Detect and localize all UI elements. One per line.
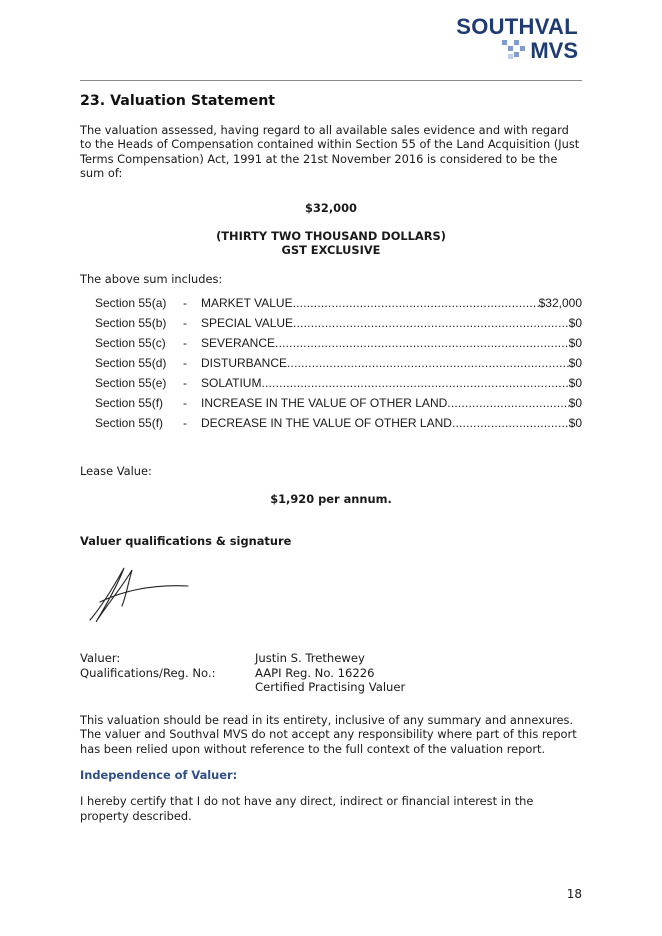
compensation-row [80,356,582,376]
compensation-row [80,296,582,316]
valuer-label: Valuer: [80,651,121,666]
logo-dots-icon [502,40,526,60]
section-value: $0 [568,316,582,331]
valuer-row [80,651,582,665]
section-heading-name: MARKET VALUE [201,296,293,311]
section-value: $0 [568,336,582,351]
lease-value: $1,920 per annum. [270,491,392,506]
valuer-signature-image [80,562,200,628]
amount-in-words: (THIRTY TWO THOUSAND DOLLARS) [216,229,446,244]
section-heading-name: INCREASE IN THE VALUE OF OTHER LAND [201,396,448,411]
valuation-amount: $32,000 [305,200,357,215]
page-content [80,93,582,823]
logo-line1 [456,14,578,40]
section-code: Section 55(d) [95,356,167,371]
valuer-name: Justin S. Trethewey [255,651,365,666]
section-code: Section 55(b) [95,316,167,331]
section-dash: - [183,316,187,331]
certification-row [80,680,582,694]
section-heading-name: SEVERANCE [201,336,276,351]
header-rule [80,80,582,81]
section-heading-name: SPECIAL VALUE [201,316,294,331]
section-value: $0 [568,416,582,431]
dot-leader [287,356,569,370]
section-heading: 23. Valuation Statement [80,93,276,109]
independence-paragraph: I hereby certify that I do not have any direct, indirect or financial interest in the property described. [80,794,534,823]
page-number: 18 [566,887,582,901]
section-value: $32,000 [538,296,582,311]
registration-number: AAPI Reg. No. 16226 [255,665,375,680]
section-value: $0 [568,356,582,371]
section-heading-name: SOLATIUM [201,376,262,391]
includes-label: The above sum includes: [80,271,223,286]
section-dash: - [183,376,187,391]
valuer-details [80,651,582,694]
section-code: Section 55(c) [95,336,166,351]
dot-leader [447,396,568,410]
qualifications-heading: Valuer qualifications & signature [80,534,292,549]
section-dash: - [183,296,187,311]
logo-south: SOUTH [456,14,535,39]
dot-leader [452,416,569,430]
compensation-row [80,396,582,416]
section-heading-name: DECREASE IN THE VALUE OF OTHER LAND [201,416,452,431]
southval-mvs-logo [438,14,578,62]
dot-leader [293,316,569,330]
section-code: Section 55(e) [95,376,167,391]
dot-leader [293,296,539,310]
section-dash: - [183,396,187,411]
section-value: $0 [568,396,582,411]
intro-paragraph: The valuation assessed, having regard to all available sales evidence and with regard to the Heads of Compensation contained within Section 55 of the Land Acquisition (Just Terms Compensation) Act, 1991 at the 21st November 2016 is considered to be the sum of: [80,123,580,181]
section-heading-name: DISTURBANCE [201,356,288,371]
amount-in-words-block [80,229,582,258]
dot-leader [275,336,569,350]
qualifications-label: Qualifications/Reg. No.: [80,665,216,680]
section-code: Section 55(a) [95,296,167,311]
section-dash: - [183,336,187,351]
section-value: $0 [568,376,582,391]
compensation-row [80,376,582,396]
section-dash: - [183,416,187,431]
lease-label: Lease Value: [80,464,152,479]
section-code: Section 55(f) [95,396,164,411]
logo-mvs: MVS [530,38,578,63]
gst-status: GST EXCLUSIVE [281,243,381,258]
compensation-table [80,296,582,436]
logo-val: VAL [534,14,578,39]
section-dash: - [183,356,187,371]
section-code: Section 55(f) [95,416,164,431]
disclaimer-paragraph: This valuation should be read in its entirety, inclusive of any summary and annexures. The valuer and Southval MVS do not accept any responsibility where part of this report has been relied upon without reference to the full context of the valuation report. [80,712,577,756]
compensation-row [80,416,582,436]
certification: Certified Practising Valuer [255,680,406,695]
independence-heading: Independence of Valuer: [80,767,238,782]
compensation-row [80,316,582,336]
qualifications-row [80,666,582,680]
dot-leader [261,376,568,390]
compensation-row [80,336,582,356]
